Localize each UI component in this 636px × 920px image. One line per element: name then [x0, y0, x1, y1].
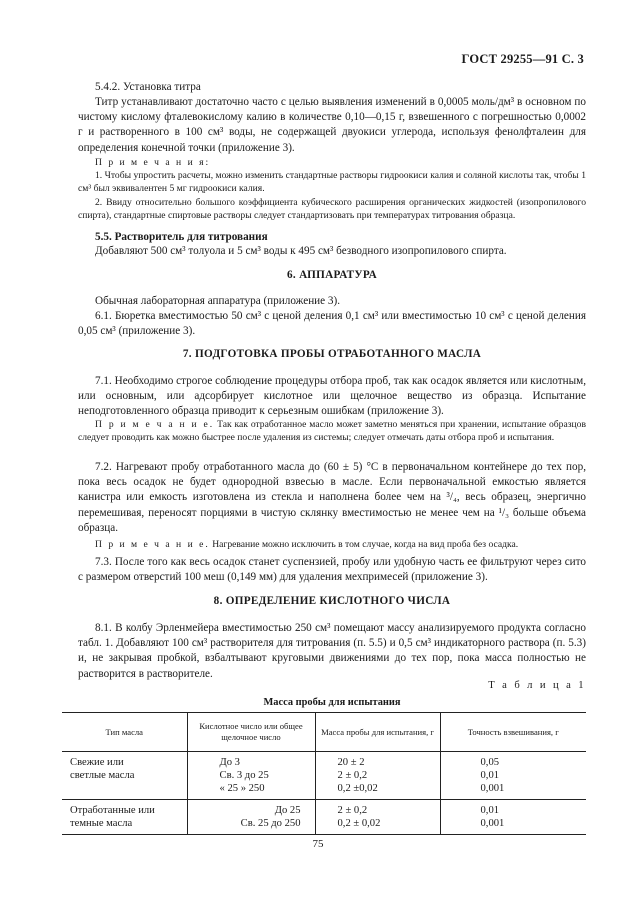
- note-label: П р и м е ч а н и е.: [95, 539, 210, 550]
- cell-acid-number: До 25 Св. 25 до 250: [187, 800, 315, 835]
- note-text: Так как отработанное масло может заметно меняться при хранении, испытание образцов следует проводить как можно быстрее после удаления из системы; следует отмечать даты отбора проб и испытания.: [78, 419, 586, 444]
- cell-accuracy: 0,01 0,001: [440, 800, 586, 835]
- section-5-5-body: Добавляют 500 см³ толуола и 5 см³ воды к 495 см³ безводного изопропилового спирта.: [95, 245, 507, 257]
- cell-acid-number: До 3 Св. 3 до 25 « 25 » 250: [187, 752, 315, 800]
- col-weighing-accuracy: Точность взвешивания, г: [440, 713, 586, 752]
- section-6-intro: Обычная лабораторная аппаратура (приложение 3).: [95, 295, 341, 307]
- note-2: 2. Ввиду относительно большого коэффициента кубического расширения органических жидкостей (изопропилового спирта), стандартные спиртовые растворы следует стандартизовать при температурах титрования образца.: [78, 197, 586, 222]
- note-text: Нагревание можно исключить в том случае, когда на вид проба без осадка.: [209, 539, 519, 550]
- section-7-1: 7.1. Необходимо строгое соблюдение процедуры отбора проб, так как осадок является или кислотным, или основным, или адсорбирует кислотное или щелочное вещество из образца. Испытание неподготовленного образца приводит к серьезным ошибкам (приложение 3).: [78, 375, 586, 418]
- section-5-4-2-body: Титр устанавливают достаточно часто с целью выявления изменений в 0,0005 моль/дм³ в основном по чистому кислому фталевокислому калию в количестве 0,10—0,15 г, взвешенного с погрешностью 0,0002 г и растворенного в 100 см³ воды, не содержащей двуокиси углерода, используя фенолфталеин для определения конечной точки (приложение 3).: [78, 96, 586, 154]
- col-acid-number: Кислотное число или общее щелочное число: [187, 713, 315, 752]
- note-label: П р и м е ч а н и е.: [95, 419, 215, 430]
- table-title: Масса пробы для испытания: [263, 697, 401, 708]
- cell-sample-mass: 2 ± 0,2 0,2 ± 0,02: [315, 800, 440, 835]
- page-number: 75: [312, 838, 324, 850]
- sample-mass-table: [62, 712, 586, 835]
- col-sample-mass: Масса пробы для испытания, г: [315, 713, 440, 752]
- section-6-1: 6.1. Бюретка вместимостью 50 см³ с ценой деления 0,1 см³ или вместимостью 10 см³ с ценой деления 0,05 см³ (приложение 3).: [78, 310, 586, 338]
- section-7-3: 7.3. После того как весь осадок станет суспензией, пробу или удобную часть ее фильтруют через сито с размером отверстий 100 меш (0,149 мм) для удаления мехпримесей (приложение 3).: [78, 556, 586, 584]
- section-8-heading: 8. ОПРЕДЕЛЕНИЕ КИСЛОТНОГО ЧИСЛА: [213, 595, 451, 607]
- running-header: ГОСТ 29255—91 С. 3: [461, 52, 584, 66]
- section-5-4-2-title: 5.4.2. Установка титра: [95, 81, 201, 93]
- notes-label: П р и м е ч а н и я:: [95, 157, 211, 168]
- cell-text: Отработанные или темные масла: [70, 805, 155, 829]
- table-caption: Т а б л и ц а 1: [488, 680, 586, 691]
- note-1: 1. Чтобы упростить расчеты, можно изменить стандартные растворы гидроокиси калия и соляной кислоты так, чтобы 1 см³ был эквивалентен 5 мг гидроокиси калия.: [78, 170, 586, 195]
- cell-oil-type: [62, 752, 187, 800]
- cell-sample-mass: 20 ± 2 2 ± 0,2 0,2 ±0,02: [315, 752, 440, 800]
- section-5-5-title: 5.5. Растворитель для титрования: [95, 231, 268, 243]
- section-8-1: 8.1. В колбу Эрленмейера вместимостью 250 см³ помещают массу анализируемого продукта согласно табл. 1. Добавляют 100 см³ растворителя для титрования (п. 5.5) и 0,5 см³ индикаторного раствора (п. 5.3) и, не закрывая пробкой, взбалтывают круговыми движениями до тех пор, пока масса полностью не растворится в растворителе.: [78, 622, 586, 680]
- section-7-heading: 7. ПОДГОТОВКА ПРОБЫ ОТРАБОТАННОГО МАСЛА: [182, 348, 482, 360]
- section-6-heading: 6. АППАРАТУРА: [286, 269, 378, 281]
- cell-accuracy: 0,05 0,01 0,001: [440, 752, 586, 800]
- table-row: [62, 752, 586, 800]
- cell-text: Свежие или светлые масла: [70, 757, 135, 781]
- cell-oil-type: [62, 800, 187, 835]
- col-oil-type: Тип масла: [62, 713, 187, 752]
- section-7-note-1: [78, 418, 586, 445]
- table-row: [62, 800, 586, 835]
- section-7-2: 7.2. Нагревают пробу отработанного масла до (60 ± 5) °С в первоначальном контейнере до тех пор, пока весь осадок не будет однородной взвесью в масле. Если первоначальной емкостью является канистра или емкость изготовлена из стекла и наполнена более чем на ³/₄, весь образец, энергично перемешивая, переносят порциями в чистую склянку вместимостью не менее чем на ¹/₃ больше объема образца.: [78, 461, 586, 534]
- table-header-row: [62, 713, 586, 752]
- section-7-note-2: [78, 538, 586, 551]
